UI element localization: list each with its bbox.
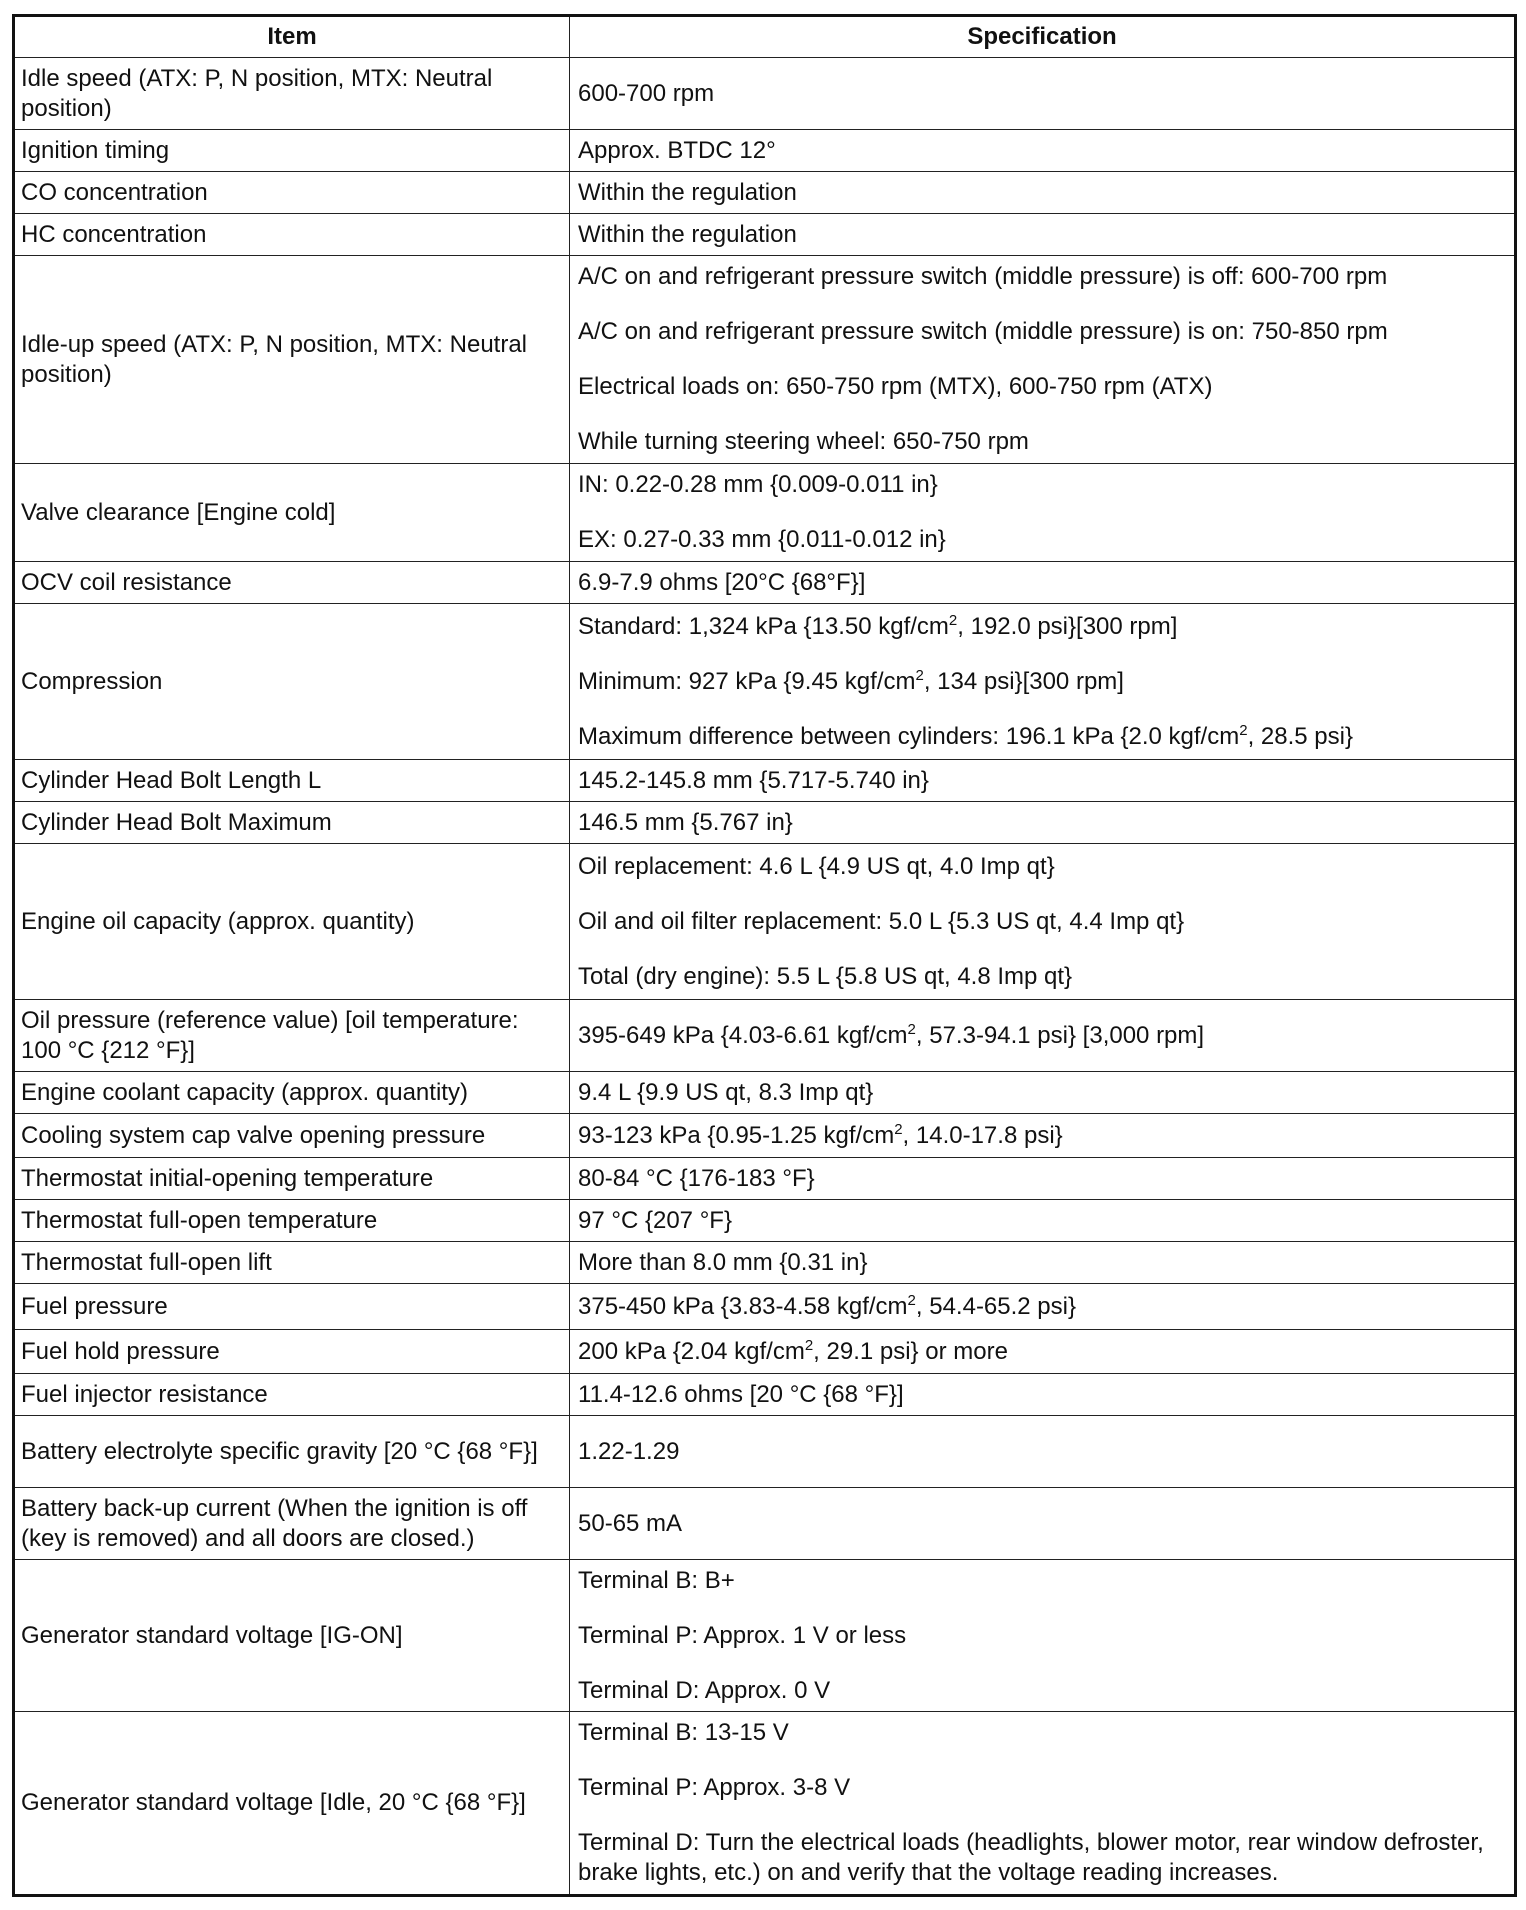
specification-line: Within the regulation <box>578 178 797 206</box>
item-cell: HC concentration <box>14 214 570 256</box>
header-item: Item <box>14 16 570 58</box>
specification-line: 1.22-1.29 <box>578 1437 680 1465</box>
table-row <box>14 760 1516 802</box>
item-cell: Fuel pressure <box>14 1284 570 1330</box>
table-row <box>14 172 1516 214</box>
specification-cell <box>570 760 1516 802</box>
item-cell: Generator standard voltage [IG-ON] <box>14 1560 570 1712</box>
specification-cell <box>570 1158 1516 1200</box>
specification-line: A/C on and refrigerant pressure switch (middle pressure) is off: 600-700 rpm <box>578 263 1388 290</box>
specification-line: IN: 0.22-0.28 mm {0.009-0.011 in} <box>578 471 938 498</box>
specification-line: Terminal P: Approx. 3-8 V <box>578 1774 851 1801</box>
specification-line: 11.4-12.6 ohms [20 °C {68 °F}] <box>578 1380 904 1408</box>
table-row <box>14 1374 1516 1416</box>
specification-line: Electrical loads on: 650-750 rpm (MTX), 600-750 rpm (ATX) <box>578 373 1213 400</box>
specification-cell <box>570 1242 1516 1284</box>
specification-cell <box>570 604 1516 760</box>
specification-line: 146.5 mm {5.767 in} <box>578 808 793 836</box>
item-cell: Oil pressure (reference value) [oil temperature: 100 °C {212 °F}] <box>14 1000 570 1072</box>
item-cell: Fuel hold pressure <box>14 1330 570 1374</box>
specification-line: Approx. BTDC 12° <box>578 136 776 164</box>
table-row <box>14 464 1516 562</box>
specification-table <box>12 14 1517 1897</box>
item-cell: Fuel injector resistance <box>14 1374 570 1416</box>
table-body <box>14 58 1516 1896</box>
specification-cell <box>570 1416 1516 1488</box>
table-row <box>14 1488 1516 1560</box>
specification-cell <box>570 844 1516 1000</box>
specification-cell <box>570 1374 1516 1416</box>
table-row <box>14 1072 1516 1114</box>
item-cell: Ignition timing <box>14 130 570 172</box>
specification-cell <box>570 214 1516 256</box>
table-row <box>14 1712 1516 1896</box>
table-row <box>14 802 1516 844</box>
table-row <box>14 256 1516 464</box>
specification-line: Terminal P: Approx. 1 V or less <box>578 1621 907 1649</box>
specification-cell <box>570 130 1516 172</box>
specification-line: Oil replacement: 4.6 L {4.9 US qt, 4.0 Imp qt} <box>578 852 1055 880</box>
specification-line: 145.2-145.8 mm {5.717-5.740 in} <box>578 766 929 794</box>
specification-line: 600-700 rpm <box>578 79 715 107</box>
header-specification: Specification <box>570 16 1516 58</box>
item-cell: Idle speed (ATX: P, N position, MTX: Neutral position) <box>14 58 570 130</box>
specification-line: EX: 0.27-0.33 mm {0.011-0.012 in} <box>578 526 946 553</box>
table-row <box>14 1114 1516 1158</box>
specification-cell <box>570 256 1516 464</box>
specification-cell <box>570 1488 1516 1560</box>
specification-line: While turning steering wheel: 650-750 rpm <box>578 428 1029 455</box>
specification-line: A/C on and refrigerant pressure switch (middle pressure) is on: 750-850 rpm <box>578 318 1388 345</box>
item-cell: Engine coolant capacity (approx. quantity) <box>14 1072 570 1114</box>
table-header-row <box>14 16 1516 58</box>
specification-line: 93-123 kPa {0.95-1.25 kgf/$cm^2$, 14.0-17.8 psi} <box>578 1120 1063 1149</box>
item-cell: Generator standard voltage [Idle, 20 °C {68 °F}] <box>14 1712 570 1896</box>
specification-line: 375-450 kPa {3.83-4.58 kgf/$cm^2$, 54.4-65.2 psi} <box>578 1291 1077 1320</box>
item-cell: Battery back-up current (When the ignition is off (key is removed) and all doors are closed.) <box>14 1488 570 1560</box>
specification-line: Terminal B: B+ <box>578 1566 735 1594</box>
specification-line: Terminal D: Turn the electrical loads (headlights, blower motor, rear window defroster, brake lights, etc.) on and verify that the voltage reading increases. <box>578 1829 1484 1886</box>
specification-cell <box>570 172 1516 214</box>
specification-line: 395-649 kPa {4.03-6.61 kgf/$cm^2$, 57.3-94.1 psi} [3,000 rpm] <box>578 1020 1205 1049</box>
specification-line: Terminal B: 13-15 V <box>578 1719 789 1746</box>
table-row <box>14 58 1516 130</box>
specification-line: Within the regulation <box>578 220 797 248</box>
specification-line: More than 8.0 mm {0.31 in} <box>578 1248 868 1276</box>
table-row <box>14 1284 1516 1330</box>
item-cell: CO concentration <box>14 172 570 214</box>
specification-line: Maximum difference between cylinders: 196.1 kPa {2.0 kgf/$cm^2$, 28.5 psi} <box>578 721 1353 750</box>
specification-cell <box>570 1560 1516 1712</box>
item-cell: Cylinder Head Bolt Maximum <box>14 802 570 844</box>
specification-cell <box>570 58 1516 130</box>
specification-cell <box>570 464 1516 562</box>
specification-line: 6.9-7.9 ohms [20°C {68°F}] <box>578 568 866 596</box>
table-row <box>14 1200 1516 1242</box>
specification-cell <box>570 562 1516 604</box>
specification-line: Oil and oil filter replacement: 5.0 L {5.3 US qt, 4.4 Imp qt} <box>578 907 1185 935</box>
specification-line: Standard: 1,324 kPa {13.50 kgf/$cm^2$, 192.0 psi}[300 rpm] <box>578 611 1178 640</box>
specification-line: 9.4 L {9.9 US qt, 8.3 Imp qt} <box>578 1078 874 1106</box>
specification-cell <box>570 1200 1516 1242</box>
specification-line: 97 °C {207 °F} <box>578 1206 732 1234</box>
specification-cell <box>570 1712 1516 1896</box>
specification-line: 80-84 °C {176-183 °F} <box>578 1164 815 1192</box>
table-row <box>14 214 1516 256</box>
specification-line: 200 kPa {2.04 kgf/$cm^2$, 29.1 psi} or more <box>578 1336 1008 1365</box>
item-cell: OCV coil resistance <box>14 562 570 604</box>
item-cell: Idle-up speed (ATX: P, N position, MTX: Neutral position) <box>14 256 570 464</box>
item-cell: Cylinder Head Bolt Length L <box>14 760 570 802</box>
specification-cell <box>570 1000 1516 1072</box>
item-cell: Engine oil capacity (approx. quantity) <box>14 844 570 1000</box>
specification-line: Minimum: 927 kPa {9.45 kgf/$cm^2$, 134 psi}[300 rpm] <box>578 666 1124 695</box>
table-row <box>14 1416 1516 1488</box>
table-row <box>14 1560 1516 1712</box>
specification-cell <box>570 802 1516 844</box>
table-row <box>14 1000 1516 1072</box>
table-row <box>14 562 1516 604</box>
item-cell: Thermostat initial-opening temperature <box>14 1158 570 1200</box>
table-row <box>14 844 1516 1000</box>
item-cell: Valve clearance [Engine cold] <box>14 464 570 562</box>
item-cell: Cooling system cap valve opening pressure <box>14 1114 570 1158</box>
table-row <box>14 1242 1516 1284</box>
specification-line: 50-65 mA <box>578 1509 683 1537</box>
specification-cell <box>570 1072 1516 1114</box>
table-row <box>14 1330 1516 1374</box>
specification-cell <box>570 1330 1516 1374</box>
specification-cell <box>570 1284 1516 1330</box>
item-cell: Battery electrolyte specific gravity [20 °C {68 °F}] <box>14 1416 570 1488</box>
item-cell: Thermostat full-open temperature <box>14 1200 570 1242</box>
item-cell: Compression <box>14 604 570 760</box>
specification-cell <box>570 1114 1516 1158</box>
table-row <box>14 1158 1516 1200</box>
specification-line: Total (dry engine): 5.5 L {5.8 US qt, 4.8 Imp qt} <box>578 962 1073 990</box>
specification-line: Terminal D: Approx. 0 V <box>578 1676 831 1704</box>
table-row <box>14 604 1516 760</box>
item-cell: Thermostat full-open lift <box>14 1242 570 1284</box>
table-row <box>14 130 1516 172</box>
